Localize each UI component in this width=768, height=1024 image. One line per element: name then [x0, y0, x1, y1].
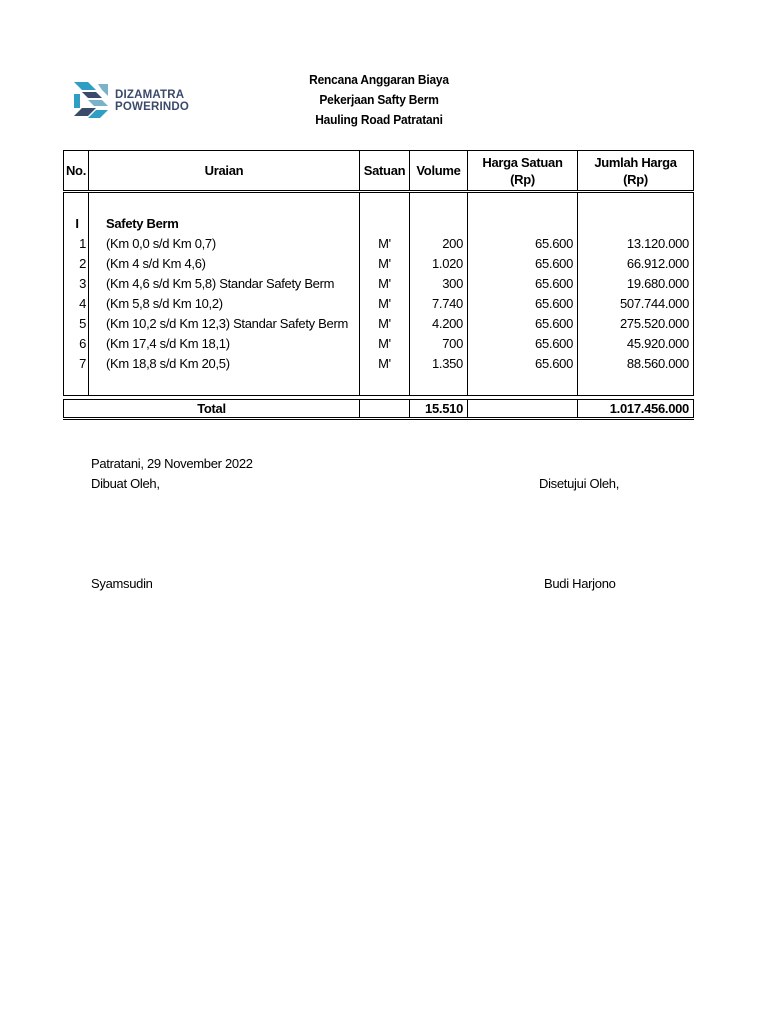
row-jumlah: 19.680.000	[578, 273, 694, 293]
header-uraian: Uraian	[89, 151, 360, 192]
row-uraian: (Km 5,8 s/d Km 10,2)	[89, 293, 360, 313]
row-jumlah: 66.912.000	[578, 253, 694, 273]
table-row	[64, 313, 694, 333]
logo-line-2: POWERINDO	[115, 101, 189, 113]
total-volume: 15.510	[410, 400, 468, 419]
header-harga-line1: Harga Satuan	[482, 154, 563, 170]
total-jumlah: 1.017.456.000	[578, 400, 694, 419]
row-uraian: (Km 18,8 s/d Km 20,5)	[89, 353, 360, 373]
row-harga: 65.600	[468, 233, 578, 253]
table-row	[64, 293, 694, 313]
row-harga: 65.600	[468, 313, 578, 333]
document-location: Hauling Road Patratani	[315, 112, 443, 127]
row-uraian: (Km 10,2 s/d Km 12,3) Standar Safety Berm	[89, 313, 360, 333]
approved-by-label: Disetujui Oleh,	[539, 476, 620, 491]
total-label: Total	[64, 400, 360, 419]
section-label: Safety Berm	[89, 213, 360, 233]
document-subtitle: Pekerjaan Safty Berm	[319, 92, 439, 107]
row-uraian: (Km 0,0 s/d Km 0,7)	[89, 233, 360, 253]
row-satuan: M'	[360, 313, 410, 333]
row-volume: 700	[410, 333, 468, 353]
row-satuan: M'	[360, 273, 410, 293]
made-by-label: Dibuat Oleh,	[91, 476, 160, 491]
row-harga: 65.600	[468, 333, 578, 353]
row-no: 5	[64, 313, 89, 333]
header-satuan: Satuan	[360, 151, 410, 192]
table-row	[64, 273, 694, 293]
row-satuan: M'	[360, 233, 410, 253]
row-jumlah: 275.520.000	[578, 313, 694, 333]
table-row	[64, 233, 694, 253]
row-no: 7	[64, 353, 89, 373]
place-date: Patratani, 29 November 2022	[91, 456, 253, 471]
row-harga: 65.600	[468, 293, 578, 313]
row-uraian: (Km 4,6 s/d Km 5,8) Standar Safety Berm	[89, 273, 360, 293]
document-title: Rencana Anggaran Biaya	[309, 72, 449, 87]
total-row	[64, 400, 694, 419]
row-jumlah: 45.920.000	[578, 333, 694, 353]
header-jumlah-line1: Jumlah Harga	[594, 154, 677, 170]
row-satuan: M'	[360, 353, 410, 373]
approved-by-name: Budi Harjono	[544, 576, 616, 591]
row-jumlah: 13.120.000	[578, 233, 694, 253]
row-jumlah: 88.560.000	[578, 353, 694, 373]
header-volume: Volume	[410, 151, 468, 192]
table-row	[64, 353, 694, 373]
row-harga: 65.600	[468, 253, 578, 273]
table-row	[64, 333, 694, 353]
logo-line-1: DIZAMATRA	[115, 89, 185, 101]
header-jumlah-line2: (Rp)	[623, 171, 648, 187]
table-spacer-row	[64, 373, 694, 396]
row-volume: 1.350	[410, 353, 468, 373]
row-volume: 4.200	[410, 313, 468, 333]
company-logo	[72, 80, 212, 124]
row-no: 1	[64, 233, 89, 253]
made-by-name: Syamsudin	[91, 576, 153, 591]
row-volume: 300	[410, 273, 468, 293]
row-volume: 1.020	[410, 253, 468, 273]
row-uraian: (Km 17,4 s/d Km 18,1)	[89, 333, 360, 353]
row-volume: 200	[410, 233, 468, 253]
row-jumlah: 507.744.000	[578, 293, 694, 313]
row-no: 6	[64, 333, 89, 353]
budget-table	[63, 150, 693, 420]
row-no: 4	[64, 293, 89, 313]
section-row	[64, 213, 694, 233]
row-volume: 7.740	[410, 293, 468, 313]
row-no: 2	[64, 253, 89, 273]
table-header-row	[64, 151, 694, 192]
row-uraian: (Km 4 s/d Km 4,6)	[89, 253, 360, 273]
row-no: 3	[64, 273, 89, 293]
row-satuan: M'	[360, 333, 410, 353]
row-satuan: M'	[360, 253, 410, 273]
row-harga: 65.600	[468, 273, 578, 293]
section-no: I	[64, 213, 89, 233]
logo-mark-icon	[72, 80, 112, 122]
header-harga-satuan	[468, 151, 578, 192]
row-satuan: M'	[360, 293, 410, 313]
header-harga-line2: (Rp)	[510, 171, 535, 187]
header-no: No.	[64, 151, 89, 192]
table-row	[64, 253, 694, 273]
header-jumlah-harga	[578, 151, 694, 192]
table-spacer-row	[64, 192, 694, 214]
row-harga: 65.600	[468, 353, 578, 373]
